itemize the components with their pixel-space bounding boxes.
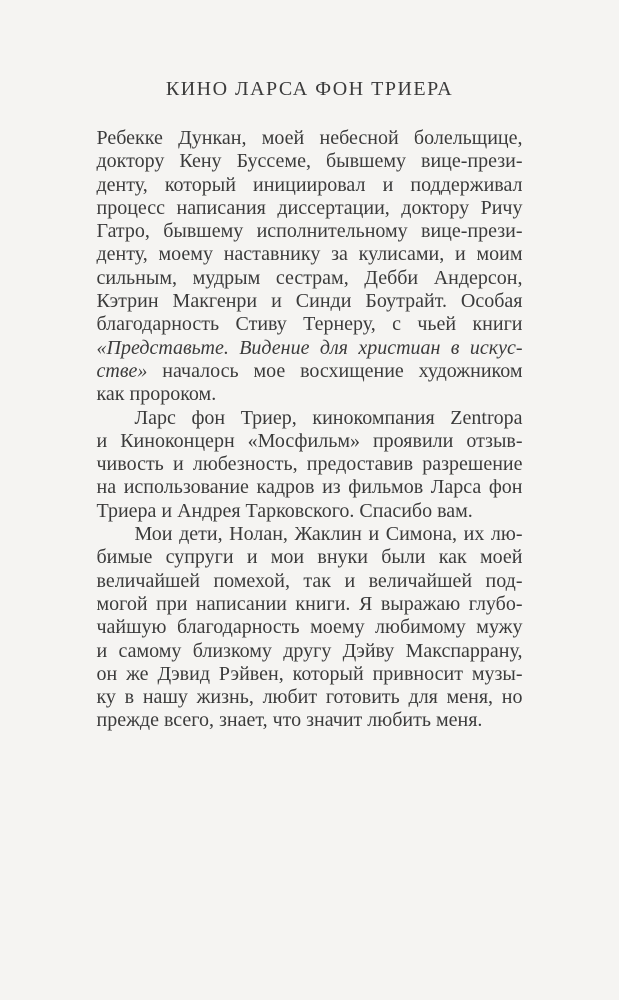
text-line [97,313,523,336]
text-segment: Ларс фон Триер, кинокомпания Zentropa [134,406,523,429]
text-segment: Триера и Андрея Тарковского. Спасибо вам. [96,499,473,522]
text-line [97,383,523,406]
text-line [97,360,523,383]
text-segment: величайшей помехой, так и величайшей под- [96,569,523,592]
running-head: КИНО ЛАРСА ФОН ТРИЕРА [165,78,454,100]
text-segment: благодарность Стиву Тернеру, с чьей книги [96,313,523,336]
text-line [97,174,523,197]
text-segment: Ребекке Дункан, моей небесной болельщице, [96,127,523,149]
text-line [97,197,523,220]
text-segment: сильным, мудрым сестрам, Дебби Андерсон, [96,266,523,289]
text-segment: началось мое восхищение художником [147,359,523,382]
text-segment: чайшую благодарность моему любимому мужу [96,616,523,639]
italic-text-segment: стве» [96,359,148,382]
text-segment: могой при написании книги. Я выражаю глубо- [96,592,523,615]
text-line [97,570,523,593]
page-body [97,127,523,733]
text-line [97,686,523,709]
text-segment: доктору Кену Буссеме, бывшему вице-прези- [96,150,523,173]
text-segment: Кэтрин Макгенри и Синди Боутрайт. Особая [96,290,523,313]
text-line [97,430,523,453]
text-line [97,150,523,173]
text-segment: и самому близкому другу Дэйву Макспаррану, [96,639,523,662]
text-line [97,523,523,546]
text-line [97,243,523,266]
text-segment: Гатро, бывшему исполнительному вице-прези- [96,220,523,243]
text-line [97,709,523,732]
text-segment: Мои дети, Нолан, Жаклин и Симона, их лю- [134,523,523,546]
text-line [97,453,523,476]
text-line [97,127,523,150]
text-line [97,640,523,663]
text-line [97,267,523,290]
text-segment: ку в нашу жизнь, любит готовить для меня, но [96,686,523,709]
text-segment: денту, моему наставнику за кулисами, и моим [96,243,523,266]
text-segment: он же Дэвид Рэйвен, который привносит музы- [96,662,523,685]
text-line [97,593,523,616]
text-line [97,337,523,360]
text-segment: и Киноконцерн «Мосфильм» проявили отзыв- [96,429,523,452]
text-segment: денту, который инициировал и поддерживал [96,173,523,196]
text-line [97,476,523,499]
text-segment: на использование кадров из фильмов Ларса фон [96,476,523,499]
text-line [97,546,523,569]
text-segment: прежде всего, знает, что значит любить меня. [96,709,483,732]
text-line [97,290,523,313]
text-line [97,500,523,523]
text-segment: как пророком. [96,383,217,406]
text-segment: бимые супруги и мои внуки были как моей [96,546,523,569]
text-line [97,220,523,243]
text-segment: процесс написания диссертации, доктору Ричу [96,196,523,219]
text-line [97,663,523,686]
text-segment: чивость и любезность, предоставив разрешение [96,453,523,476]
italic-text-segment: «Представьте. Видение для христиан в искус- [96,336,523,359]
text-line [97,616,523,639]
text-line [97,407,523,430]
